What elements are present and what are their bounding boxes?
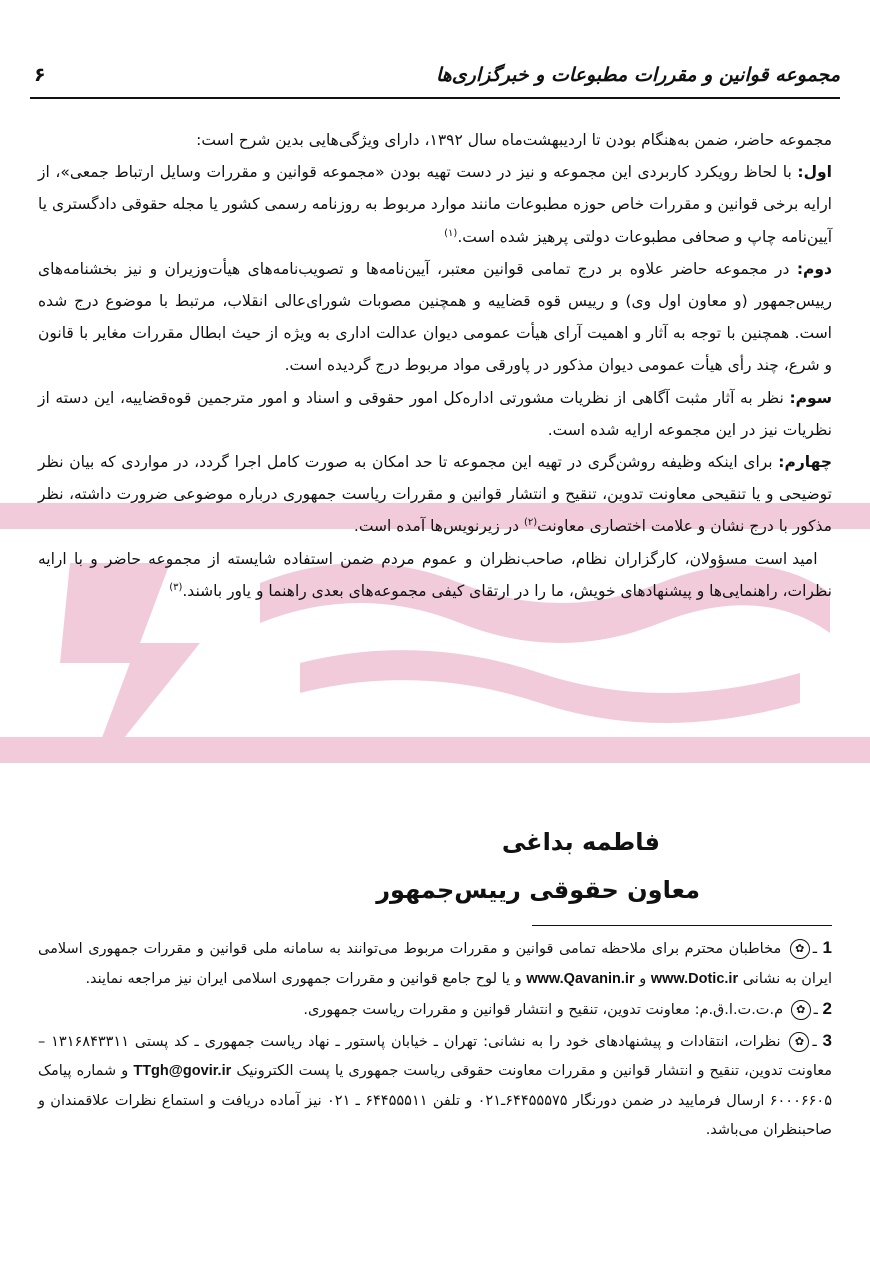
- footnote-divider: [532, 925, 832, 926]
- footnote-ref-3: (۳): [169, 581, 183, 593]
- point-third: سوم: نظر به آثار مثبت آگاهی از نظریات مشورتی اداره‌کل امور حقوقی و اسناد و امور مترجمین قوه‌قضاییه، این دسته از نظریات نیز در این مجموعه ارایه شده است.: [38, 388, 832, 439]
- running-header: [30, 62, 840, 92]
- signature-block: [376, 818, 700, 914]
- link-dotic: www.Dotic.ir: [650, 970, 739, 987]
- ornament-rosette-icon: ✿: [791, 1000, 811, 1020]
- footnotes: [38, 933, 832, 1146]
- point-first: اول: با لحاظ رویکرد کاربردی این مجموعه و نیز در دست تهیه بودن «مجموعه قوانین و مقررات وسایل ارتباط جمعی»، از ارایه برخی قوانین و مقررات خاص حوزه مطبوعات مانند موارد مربوط به روزنامه رسمی کشور یا مجله حقوقی دادگستری یا آیین‌نامه چاپ و صحافی مطبوعات دولتی پرهیز شده است.$^{(۱)}$: [38, 163, 832, 246]
- signatory-position: معاون حقوقی رییس‌جمهور: [376, 876, 700, 904]
- footnote-1: 1 ـ✿ مخاطبان محترم برای ملاحظه تمامی قوانین و مقررات مربوط می‌توانند به سامانه ملی قوانین و مقررات جمهوری اسلامی ایران به نشانی www.Dotic.ir و www.Qavanin.ir و یا لوح جامع قوانین و مقررات جمهوری اسلامی ایران نیز مراجعه نمایند.: [38, 938, 832, 987]
- point-second: دوم: در مجموعه حاضر علاوه بر درج تمامی قوانین معتبر، آیین‌نامه‌ها و تصویب‌نامه‌های هیأت‌وزیران و نیز بخشنامه‌های رییس‌جمهور (و معاون اول وی) و رییس قوه قضاییه و همچنین مصوبات شورای‌عالی انقلاب، مرتبط با موضوع درج شده است. همچنین با توجه به آثار و اهمیت آرای هیأت عمومی دیوان عدالت اداری به ویژه از حیث ابطال مقررات مغایر با قانون و شرع، چند رأی هیأت عمومی دیوان مذکور در پاورقی مواد مربوط درج گردیده است.: [38, 259, 832, 375]
- footnote-3: 3 ـ✿ نظرات، انتقادات و پیشنهادهای خود را به نشانی: تهران ـ خیابان پاستور ـ نهاد ریاست جمهوری ـ کد پستی ۱۳۱۶۸۴۳۳۱۱ – معاونت تدوین، تنقیح و انتشار قوانین و مقررات معاونت حقوقی ریاست جمهوری یا پست الکترونیک TTgh@govir.ir و شماره پیامک ۶۰۰۰۶۶۰۵ ارسال فرمایید در ضمن دورنگار ۶۴۴۵۵۵۷۵ـ۰۲۱ و تلفن ۶۴۴۵۵۵۱۱ ـ ۰۲۱ نیز آماده دریافت و استماع نظرات علاقمندان و صاحبنظران می‌باشد.: [38, 1030, 833, 1138]
- link-qavanin: www.Qavanin.ir: [526, 970, 635, 987]
- ornament-rosette-icon: ✿: [790, 939, 810, 959]
- footnote-ref-2: (۲): [523, 517, 538, 529]
- point-fourth: چهارم: برای اینکه وظیفه روشن‌گری در تهیه این مجموعه تا حد امکان به صورت کامل اجرا گردد، در مواردی که بیان نظر توضیحی و یا تنقیحی معاونت تدوین، تنقیح و انتشار قوانین و مقررات ریاست جمهوری درباره موضوعی ضرورت داشته، نظر مذکور با درج نشان و علامت اختصاری معاونت$^{(۲)}$ در زیرنویس‌ها آمده است.: [38, 453, 832, 536]
- intro-paragraph: مجموعه حاضر، ضمن به‌هنگام بودن تا اردیبهشت‌ماه سال ۱۳۹۲، دارای ویژگی‌هایی بدین شرح است:: [196, 131, 832, 149]
- page-number: ۶: [34, 64, 46, 86]
- footnote-2: 2 ـ✿ م.ت.ت.ا.ق.م: معاونت تدوین، تنقیح و انتشار قوانین و مقررات ریاست جمهوری.: [303, 999, 832, 1018]
- footnote-ref-1: (۱): [444, 227, 458, 239]
- ornament-rosette-icon: ✿: [789, 1032, 809, 1052]
- closing-paragraph: امید است مسؤولان، کارگزاران نظام، صاحب‌نظران و عموم مردم ضمن استفاده شایسته از مجموعه حاضر و با ارایه نظرات، راهنمایی‌ها و پیشنهادهای خویش، ما را در ارتقای کیفی مجموعه‌های بعدی راهنما و یاور باشند.$^{(۳)}$: [38, 549, 832, 600]
- signatory-name: فاطمه بداغی: [501, 828, 660, 856]
- header-divider: [30, 97, 840, 99]
- preface-body: [38, 124, 832, 607]
- contact-email: TTgh@govir.ir: [133, 1063, 232, 1079]
- header-title: مجموعه قوانین و مقررات مطبوعات و خبرگزاری‌ها: [435, 64, 840, 86]
